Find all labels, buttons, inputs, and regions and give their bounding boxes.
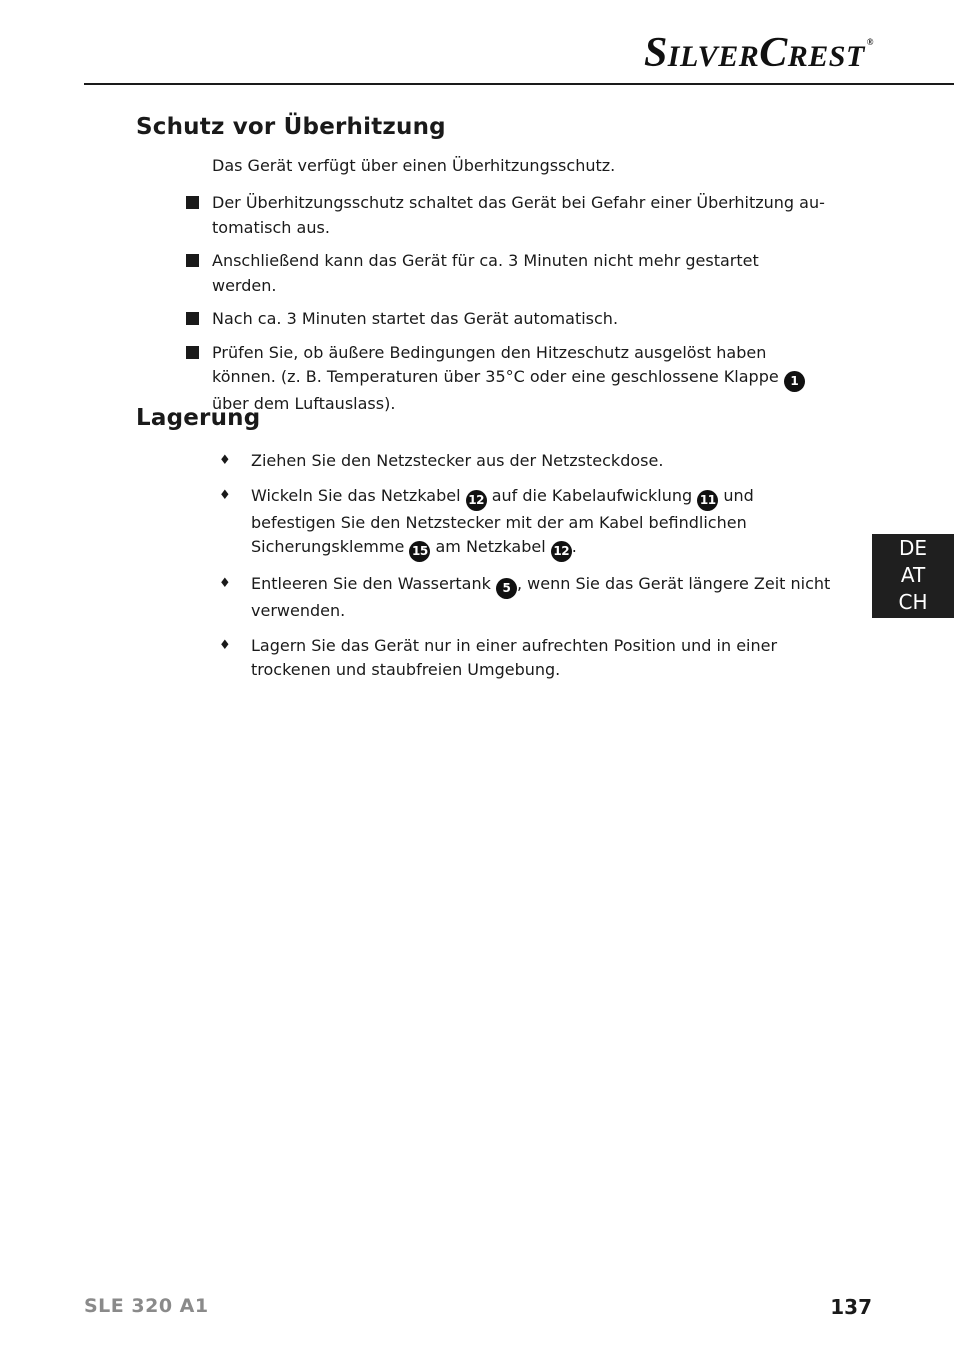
list-item: Prüfen Sie, ob äußere Bedingungen den Hitzeschutz ausgelöst haben können. (z. B. Temperaturen über 35°C oder eine geschlossene Klappe 1 über dem Luftauslass). — [186, 341, 826, 417]
list-item: Nach ca. 3 Minuten startet das Gerät automatisch. — [186, 307, 826, 332]
language-code: CH — [898, 590, 928, 614]
diamond-bullet-icon: ♦ — [219, 487, 231, 503]
square-bullet-icon — [186, 312, 199, 325]
diamond-bullet-icon: ♦ — [219, 637, 231, 653]
list-item: ♦ Wickeln Sie das Netzkabel 12 auf die Kabelaufwicklung 11 und befestigen Sie den Netzstecker mit der am Kabel befindlichen Sicherungsklemme 15 am Netzkabel 12 . — [218, 484, 840, 563]
list-item: ♦ Lagern Sie das Gerät nur in einer aufrechten Position und in einer trockenen und staubfreien Umgebung. — [219, 635, 778, 679]
square-bullet-icon — [186, 254, 199, 267]
list-item: Anschließend kann das Gerät für ca. 3 Minuten nicht mehr gestartet werden. — [186, 249, 826, 298]
list-item: ♦ Entleeren Sie den Wassertank 5 , wenn Sie das Gerät längere Zeit nicht verwenden. — [219, 574, 831, 620]
part-number-badge: 1 — [784, 371, 805, 392]
part-number-badge: 5 — [496, 578, 517, 599]
square-bullet-icon — [186, 196, 199, 209]
part-number-badge: 12 — [551, 541, 572, 562]
part-number-badge: 11 — [697, 490, 718, 511]
list-item: Der Überhitzungsschutz schaltet das Gerät bei Gefahr einer Überhitzung au-tomatisch aus. — [186, 191, 826, 240]
language-code: AT — [900, 563, 926, 587]
section-title-storage: Lagerung — [136, 405, 261, 431]
section-intro: Das Gerät verfügt über einen Überhitzungsschutz. — [212, 156, 616, 175]
storage-list — [218, 449, 840, 693]
language-tab — [872, 534, 954, 618]
overheat-list — [186, 191, 826, 426]
list-item: ♦ Ziehen Sie den Netzstecker aus der Netzsteckdose. — [218, 449, 840, 474]
language-code: DE — [898, 536, 928, 560]
diamond-bullet-icon: ♦ — [219, 453, 231, 468]
brand-logo: SILVERCREST ® — [643, 30, 874, 76]
section-title-overheat: Schutz vor Überhitzung — [136, 114, 446, 140]
part-number-badge: 12 — [466, 490, 487, 511]
part-number-badge: 15 — [409, 541, 430, 562]
page-number: 137 — [830, 1295, 872, 1319]
diamond-bullet-icon: ♦ — [219, 576, 231, 591]
header-divider — [84, 83, 954, 85]
footer-model: SLE 320 A1 — [84, 1295, 209, 1317]
square-bullet-icon — [186, 346, 199, 359]
